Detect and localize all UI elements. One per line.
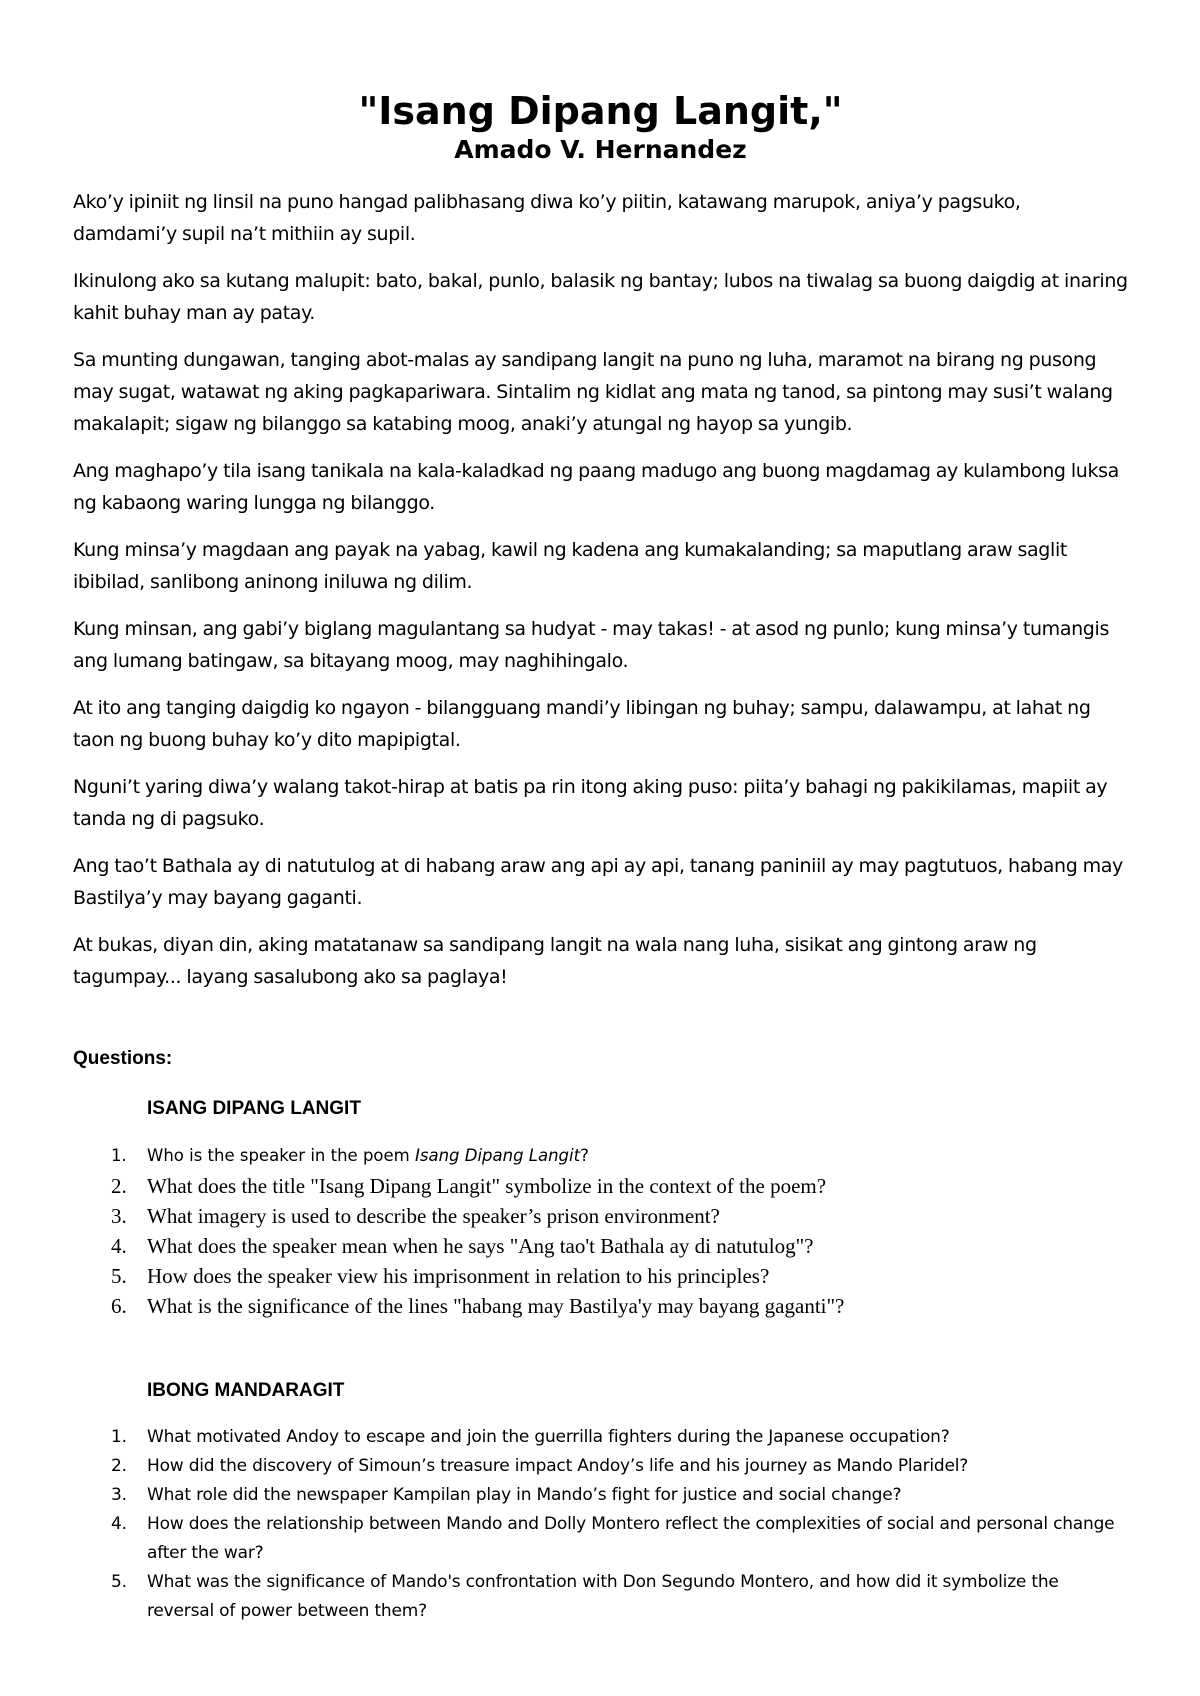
question-number: 3.	[111, 1485, 127, 1505]
question-item	[111, 1261, 1128, 1291]
poem-author: Amado V. Hernandez	[454, 135, 747, 164]
section-heading-isang-dipang-langit: ISANG DIPANG LANGIT	[147, 1098, 361, 1119]
question-item	[111, 1141, 1128, 1171]
question-text: What was the significance of Mando's confrontation with Don Segundo Montero, and how did it symbolize the reversal of power between them?	[147, 1572, 1059, 1621]
question-list-ibong-mandaragit	[73, 1423, 1128, 1626]
question-title-emphasis: Isang Dipang Langit	[415, 1146, 581, 1165]
question-number: 5.	[111, 1572, 127, 1592]
question-text: What does the speaker mean when he says "Ang tao't Bathala ay di natutulog"?	[147, 1234, 814, 1258]
question-text: Who is the speaker in the poem	[147, 1146, 415, 1165]
poem-paragraph: Ikinulong ako sa kutang malupit: bato, bakal, punlo, balasik ng bantay; lubos na tiwalag sa buong daigdig at inaring kahit buhay man ay patay.	[73, 270, 1128, 324]
question-text: What role did the newspaper Kampilan play in Mando’s fight for justice and social change?	[147, 1485, 902, 1505]
poem-paragraph: At bukas, diyan din, aking matatanaw sa sandipang langit na wala nang luha, sisikat ang gintong araw ng tagumpay... layang sasalubong ako sa paglaya!	[73, 934, 1037, 988]
poem-body	[73, 186, 1128, 993]
question-item	[111, 1510, 1128, 1568]
poem-paragraph: Nguni’t yaring diwa’y walang takot-hirap at batis pa rin itong aking puso: piita’y bahagi ng pakikilamas, mapiit ay tanda ng di pagsuko.	[73, 776, 1108, 830]
question-list-isang-dipang-langit	[73, 1141, 1128, 1321]
question-item	[111, 1481, 1128, 1510]
question-number: 4.	[111, 1234, 127, 1258]
question-text: How does the speaker view his imprisonment in relation to his principles?	[147, 1264, 770, 1288]
poem-paragraph: Sa munting dungawan, tanging abot-malas ay sandipang langit na puno ng luha, maramot na birang ng pusong may sugat, watawat ng aking pagkapariwara. Sintalim ng kidlat ang mata ng tanod, sa pintong may susi’t walang makalapit; sigaw ng bilanggo sa katabing moog, anaki’y atungal ng hayop sa yungib.	[73, 349, 1113, 435]
question-text: What imagery is used to describe the speaker’s prison environment?	[147, 1204, 720, 1228]
question-number: 2.	[111, 1456, 127, 1476]
poem-title: "Isang Dipang Langit,"	[358, 89, 843, 133]
question-text: What is the significance of the lines "habang may Bastilya'y may bayang gaganti"?	[147, 1294, 845, 1318]
question-item	[111, 1231, 1128, 1261]
question-number: 6.	[111, 1294, 127, 1318]
poem-paragraph: Ako’y ipiniit ng linsil na puno hangad palibhasang diwa ko’y piitin, katawang marupok, aniya’y pagsuko, damdami’y supil na’t mithiin ay supil.	[73, 191, 1021, 245]
question-text: How did the discovery of Simoun’s treasure impact Andoy’s life and his journey as Mando Plaridel?	[147, 1456, 969, 1476]
poem-paragraph: Ang tao’t Bathala ay di natutulog at di habang araw ang api ay api, tanang paniniil ay may pagtutuos, habang may Bastilya’y may bayang gaganti.	[73, 855, 1123, 909]
question-item	[111, 1291, 1128, 1321]
question-number: 1.	[111, 1427, 127, 1447]
question-text: What does the title "Isang Dipang Langit" symbolize in the context of the poem?	[147, 1174, 827, 1198]
poem-paragraph: At ito ang tanging daigdig ko ngayon - bilangguang mandi’y libingan ng buhay; sampu, dalawampu, at lahat ng taon ng buong buhay ko’y dito mapipigtal.	[73, 697, 1091, 751]
question-text: How does the relationship between Mando and Dolly Montero reflect the complexities of social and personal change after the war?	[147, 1514, 1115, 1563]
section-heading-ibong-mandaragit: IBONG MANDARAGIT	[147, 1380, 345, 1401]
question-number: 2.	[111, 1174, 127, 1198]
question-number: 1.	[111, 1146, 127, 1165]
poem-paragraph: Ang maghapo’y tila isang tanikala na kala-kaladkad ng paang madugo ang buong magdamag ay kulambong luksa ng kabaong waring lungga ng bilanggo.	[73, 460, 1119, 514]
poem-paragraph: Kung minsa’y magdaan ang payak na yabag, kawil ng kadena ang kumakalanding; sa maputlang araw saglit ibibilad, sanlibong aninong iniluwa ng dilim.	[73, 539, 1067, 593]
question-text-end: ?	[580, 1146, 589, 1165]
question-item	[111, 1201, 1128, 1231]
question-text: What motivated Andoy to escape and join the guerrilla fighters during the Japanese occupation?	[147, 1427, 950, 1447]
question-number: 5.	[111, 1264, 127, 1288]
question-item	[111, 1171, 1128, 1201]
question-item	[111, 1452, 1128, 1481]
poem-paragraph: Kung minsan, ang gabi’y biglang magulantang sa hudyat - may takas! - at asod ng punlo; kung minsa’y tumangis ang lumang batingaw, sa bitayang moog, may naghihingalo.	[73, 618, 1109, 672]
question-item	[111, 1568, 1128, 1626]
questions-heading: Questions:	[73, 1048, 173, 1069]
question-item	[111, 1423, 1128, 1452]
question-number: 4.	[111, 1514, 127, 1534]
question-number: 3.	[111, 1204, 127, 1228]
